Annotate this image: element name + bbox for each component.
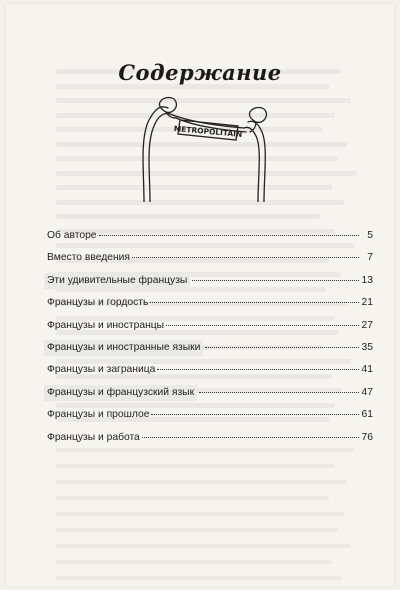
toc-entry-page: 76 — [361, 431, 373, 443]
toc-entry-page: 47 — [361, 386, 373, 398]
toc-entry[interactable] — [47, 318, 373, 340]
toc-entry-page: 27 — [361, 319, 373, 331]
dot-leader — [151, 414, 359, 415]
bleed-line — [56, 528, 366, 540]
dot-leader — [205, 347, 359, 348]
dot-leader — [157, 369, 359, 370]
toc-entry[interactable] — [47, 430, 373, 452]
page-title: Содержание — [118, 60, 282, 85]
bleed-line — [56, 544, 366, 556]
bleed-line — [56, 480, 366, 492]
toc-entry-title: Французы и иностранные языки — [44, 340, 203, 356]
toc-entry-title: Вместо введения — [47, 252, 130, 264]
toc-entry-title: Французы и гордость — [47, 297, 149, 309]
bleed-line — [56, 512, 366, 524]
metro-entrance-icon — [130, 92, 280, 202]
toc-entry[interactable] — [47, 362, 373, 384]
toc-entry-page: 13 — [361, 274, 373, 286]
dot-leader — [166, 325, 359, 326]
toc-entry-page: 41 — [361, 364, 373, 376]
toc-entry[interactable] — [47, 273, 373, 295]
toc-entry[interactable] — [47, 250, 373, 272]
toc-entry-page: 21 — [361, 297, 373, 309]
bleed-line — [56, 496, 366, 508]
dot-leader — [199, 392, 359, 393]
metro-sign-text: METROPOLITAIN — [173, 124, 243, 139]
toc-entry-title: Эти удивительные французы — [44, 273, 190, 289]
toc-entry-title: Об авторе — [47, 230, 97, 241]
dot-leader — [192, 280, 359, 281]
dot-leader — [132, 257, 359, 258]
dot-leader — [142, 437, 359, 438]
bleed-line — [56, 464, 366, 476]
toc-entry-title: Французы и французский язык — [44, 385, 197, 401]
table-of-contents — [47, 228, 373, 452]
bleed-line — [56, 209, 366, 224]
toc-entry[interactable] — [47, 385, 373, 407]
toc-entry[interactable] — [47, 340, 373, 362]
toc-entry-page: 35 — [361, 341, 373, 353]
bleed-line — [56, 576, 366, 588]
toc-entry-page: 61 — [361, 409, 373, 421]
toc-entry-title: Французы и работа — [47, 431, 140, 443]
toc-entry-page: 5 — [367, 230, 373, 241]
toc-entry[interactable] — [47, 295, 373, 317]
toc-entry-title: Французы и прошлое — [47, 409, 150, 421]
toc-entry[interactable] — [47, 407, 373, 429]
dot-leader — [99, 235, 359, 236]
bleed-through-text-lower — [56, 444, 366, 588]
toc-entry[interactable] — [47, 228, 373, 250]
toc-entry-title: Французы и иностранцы — [47, 319, 165, 331]
dot-leader — [150, 302, 359, 303]
bleed-line — [56, 560, 366, 572]
toc-entry-page: 7 — [367, 252, 373, 264]
toc-entry-title: Французы и заграница — [47, 364, 156, 376]
